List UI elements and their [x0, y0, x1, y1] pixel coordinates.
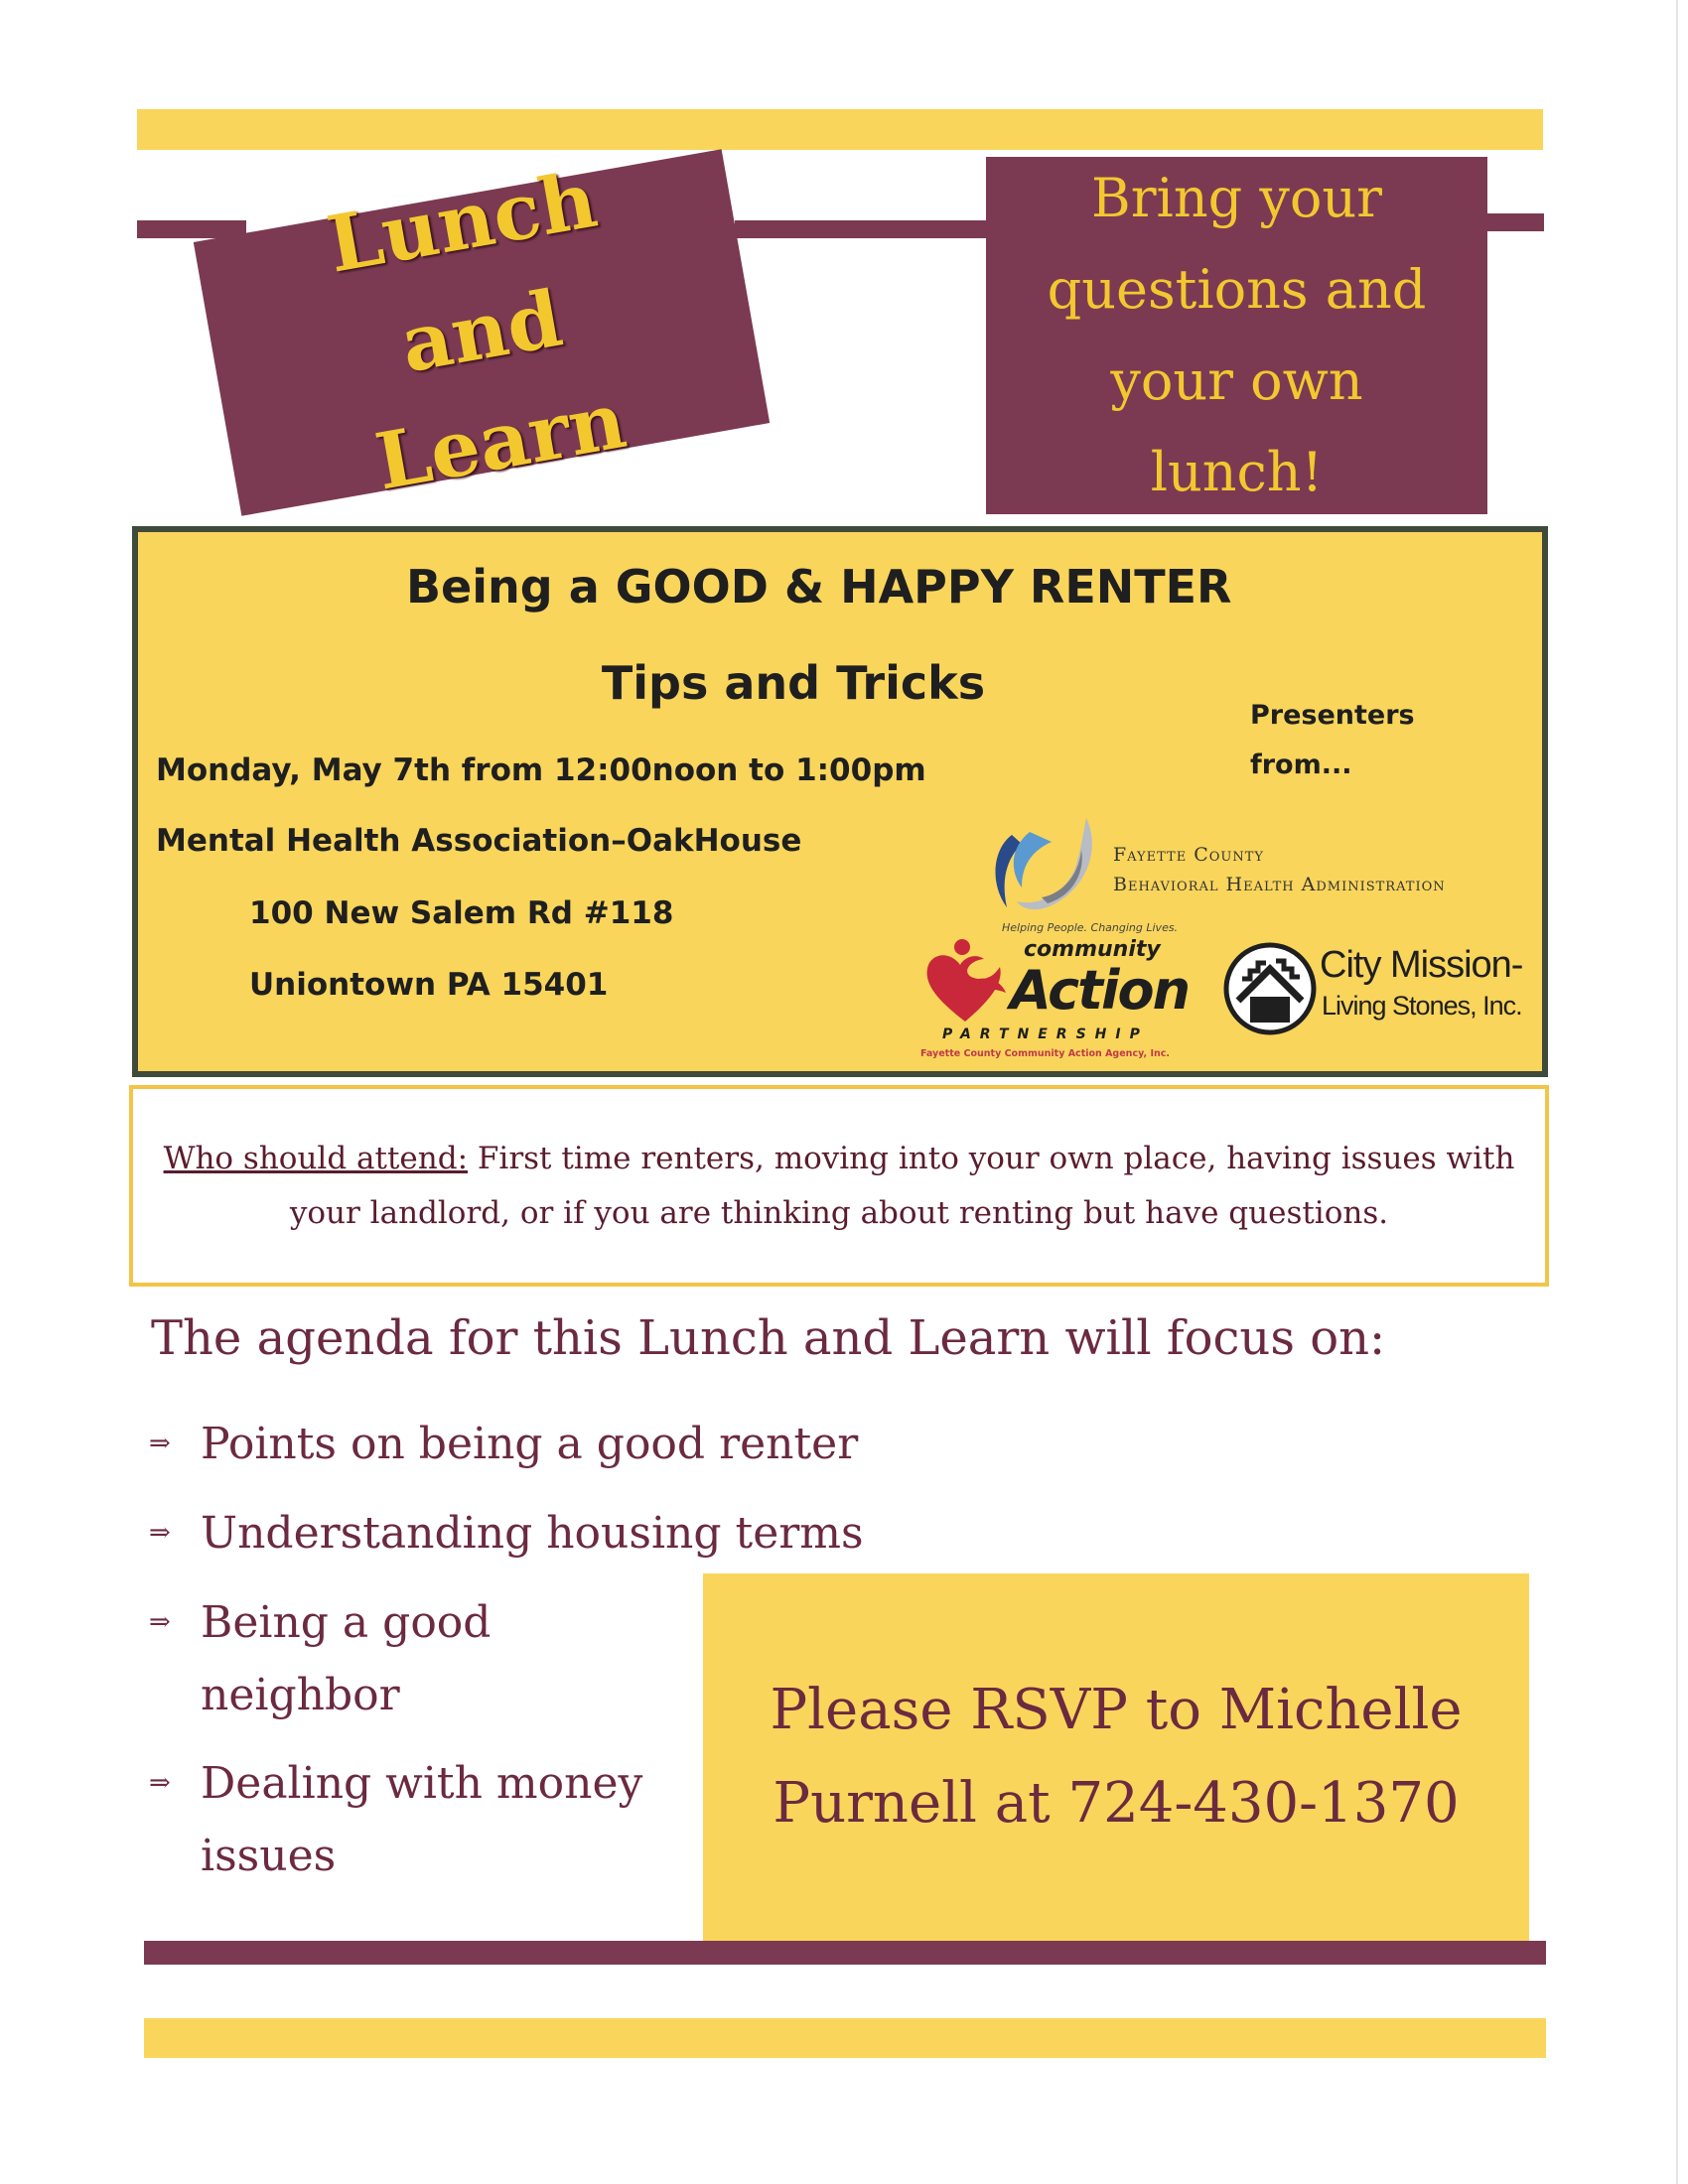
who-should-attend-text: [144, 1132, 1534, 1241]
cap-community-text: community: [1024, 937, 1161, 962]
bring-lunch-text: Bring your questions and your own lunch!: [1047, 167, 1427, 503]
arrow-icon: ⇒: [149, 1518, 171, 1548]
event-info-box: [132, 526, 1548, 1077]
fcbha-line1: Fayette County: [1113, 844, 1265, 866]
agenda-heading: The agenda for this Lunch and Learn will focus on:: [151, 1310, 1386, 1366]
agenda-item-label: Dealing with money issues: [201, 1758, 643, 1881]
who-should-attend-box: [129, 1085, 1549, 1287]
city-mission-logo: [1220, 934, 1558, 1043]
mid-maroon-bar-center: [735, 220, 995, 238]
top-gold-bar: [137, 109, 1543, 150]
lunch-and-learn-title: Lunch and Learn: [321, 154, 633, 508]
cap-partnership-text: PARTNERSHIP: [942, 1026, 1149, 1042]
fcbha-line2: Behavioral Health Administration: [1113, 874, 1446, 895]
event-title: Being a GOOD & HAPPY RENTER: [406, 560, 1232, 614]
event-street: 100 New Salem Rd #118: [249, 895, 674, 931]
city-mission-name: City Mission-: [1320, 944, 1523, 986]
heart-hug-icon: [920, 937, 1010, 1026]
arrow-icon: ⇒: [149, 1607, 171, 1637]
event-date: Monday, May 7th from 12:00noon to 1:00pm: [156, 752, 926, 788]
house-stairs-icon: [1220, 939, 1320, 1038]
event-city: Uniontown PA 15401: [249, 967, 609, 1003]
who-should-attend-label: Who should attend:: [163, 1140, 469, 1176]
agenda-item-label: Points on being a good renter: [201, 1419, 859, 1469]
bring-lunch-banner: [986, 157, 1487, 514]
rsvp-text: Please RSVP to Michelle Purnell at 724-430-1370: [770, 1678, 1463, 1836]
fcbha-name: [1113, 840, 1446, 899]
bottom-maroon-bar: [144, 1941, 1546, 1965]
page-edge: [1676, 0, 1678, 2184]
community-action-logo: [913, 919, 1196, 1068]
cap-action-text: Action: [1010, 959, 1190, 1022]
bottom-gold-bar: [144, 2018, 1546, 2058]
arrow-icon: ⇒: [149, 1429, 171, 1458]
mid-maroon-bar-right: [1484, 213, 1544, 231]
event-venue: Mental Health Association–OakHouse: [156, 823, 802, 859]
living-stones-name: Living Stones, Inc.: [1322, 991, 1522, 1021]
cap-tagline: Helping People. Changing Lives.: [1002, 921, 1179, 934]
event-subtitle: Tips and Tricks: [601, 656, 986, 710]
arrow-icon: ⇒: [149, 1768, 171, 1798]
presenters-label: Presenters from...: [1250, 700, 1415, 780]
agenda-item-label: Being a good neighbor: [201, 1597, 492, 1720]
rsvp-box: [703, 1573, 1529, 1941]
agenda-item-label: Understanding housing terms: [201, 1508, 864, 1559]
cap-agency-text: Fayette County Community Action Agency, Inc.: [920, 1048, 1170, 1059]
lunch-and-learn-banner: [194, 149, 770, 516]
who-should-attend-description: First time renters, moving into your own place, having issues with your landlord, or if you are thinking about renting but have questions.: [289, 1140, 1515, 1231]
swirl-icon: [982, 810, 1111, 929]
fcbha-logo: [982, 810, 1618, 929]
